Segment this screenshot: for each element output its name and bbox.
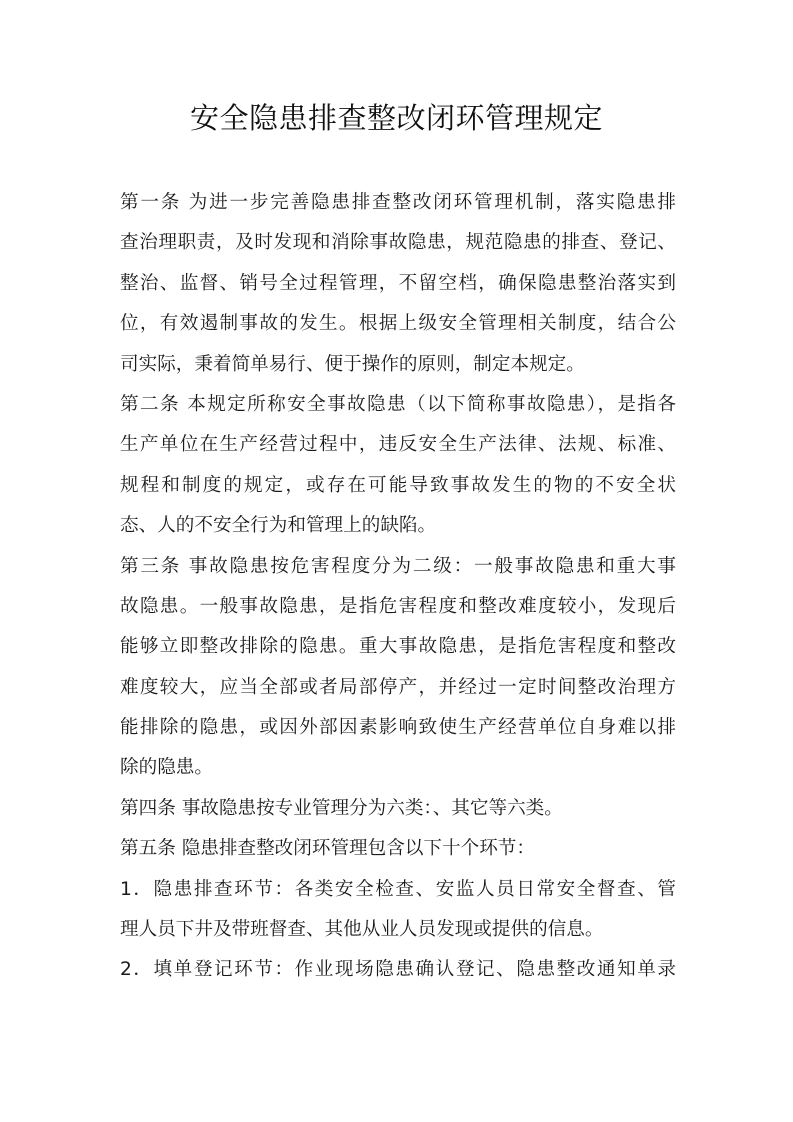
list-item-2 [120, 950, 676, 990]
text-line: 故隐患。一般事故隐患，是指危害程度和整改难度较小，发现后 [120, 595, 676, 617]
text-line: 位，有效遏制事故的发生。根据上级安全管理相关制度，结合公 [120, 313, 676, 335]
text-line: 能够立即整改排除的隐患。重大事故隐患，是指危害程度和整改 [120, 636, 676, 658]
text-line: 第三条 事故隐患按危害程度分为二级：一般事故隐患和重大事 [120, 555, 676, 577]
article-1 [120, 183, 676, 385]
list-item-1 [120, 870, 676, 951]
document-body [120, 183, 676, 991]
text-line: 能排除的隐患，或因外部因素影响致使生产经营单位自身难以排 [120, 717, 676, 739]
article-4 [120, 789, 676, 829]
text-line: 规程和制度的规定，或存在可能导致事故发生的物的不安全状 [120, 474, 676, 496]
text-line: 除的隐患。 [120, 757, 213, 779]
text-line: 1．隐患排查环节：各类安全检查、安监人员日常安全督查、管 [120, 878, 676, 900]
text-line: 第一条 为进一步完善隐患排查整改闭环管理机制，落实隐患排 [120, 192, 676, 213]
document-title: 安全隐患排查整改闭环管理规定 [189, 101, 603, 135]
text-line: 第五条 隐患排查整改闭环管理包含以下十个环节： [120, 838, 535, 860]
text-line: 难度较大，应当全部或者局部停产，并经过一定时间整改治理方 [120, 676, 676, 698]
text-line: 第四条 事故隐患按专业管理分为六类：、其它等六类。 [120, 797, 563, 819]
article-3 [120, 547, 676, 789]
text-line: 理人员下井及带班督查、其他从业人员发现或提供的信息。 [120, 919, 604, 941]
article-2 [120, 385, 676, 547]
article-5 [120, 829, 676, 869]
text-line: 态、人的不安全行为和管理上的缺陷。 [120, 515, 437, 537]
text-line: 整治、监督、销号全过程管理，不留空档，确保隐患整治落实到 [120, 272, 676, 294]
text-line: 查治理职责，及时发现和消除事故隐患，规范隐患的排查、登记、 [120, 232, 676, 254]
text-line: 司实际，秉着简单易行、便于操作的原则，制定本规定。 [120, 353, 585, 375]
text-line: 生产单位在生产经营过程中，违反安全生产法律、法规、标准、 [120, 434, 676, 456]
text-line: 第二条 本规定所称安全事故隐患（以下简称事故隐患），是指各 [120, 393, 676, 415]
text-line: 2．填单登记环节：作业现场隐患确认登记、隐患整改通知单录 [120, 959, 676, 981]
